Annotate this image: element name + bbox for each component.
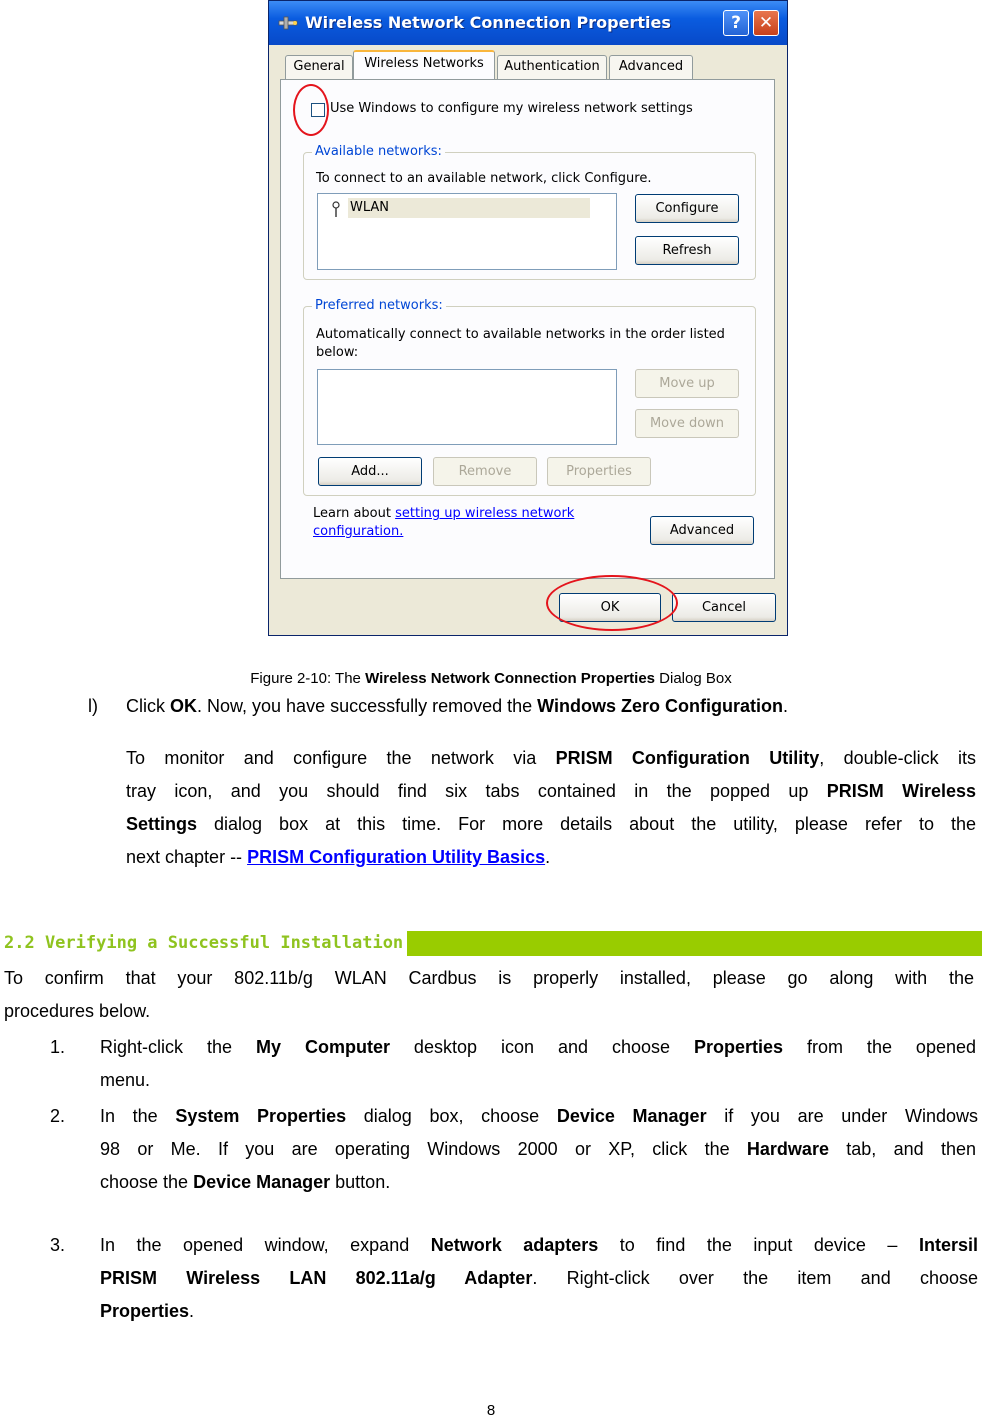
remove-button[interactable]: Remove xyxy=(433,457,537,486)
annotation-circle-checkbox xyxy=(293,84,329,136)
available-networks-group xyxy=(303,144,756,280)
intro-line2: procedures below. xyxy=(4,1001,151,1021)
monitor-para-line4: next chapter -- PRISM Configuration Utility Basics. xyxy=(126,847,551,867)
network-connection-icon xyxy=(278,14,300,32)
learn-about-line1 xyxy=(313,506,574,521)
step-3-number: 3. xyxy=(50,1235,66,1255)
step-3-line3: Properties. xyxy=(100,1301,195,1321)
preferred-networks-list[interactable] xyxy=(317,369,617,445)
step-l-text: Click OK. Now, you have successfully removed the Windows Zero Configuration. xyxy=(126,696,788,716)
monitor-para-line1: To monitor and configure the network via PRISM Configuration Utility, double-click its xyxy=(126,748,976,768)
step-2-number: 2. xyxy=(50,1106,66,1126)
cancel-button[interactable]: Cancel xyxy=(672,593,776,622)
monitor-para-line3: Settings dialog box at this time. For more details about the utility, please refer to the xyxy=(126,814,976,834)
step-2-line2: 98 or Me. If you are operating Windows 2000 or XP, click the Hardware tab, and then xyxy=(100,1139,976,1159)
step-1-line1: Right-click the My Computer desktop icon and choose Properties from the opened xyxy=(100,1037,976,1057)
move-down-button[interactable]: Move down xyxy=(635,409,739,438)
list-item[interactable]: WLAN xyxy=(348,198,590,218)
properties-button[interactable]: Properties xyxy=(547,457,651,486)
title-bar xyxy=(269,1,787,45)
step-3-line1: In the opened window, expand Network adapters to find the input device – Intersil xyxy=(100,1235,978,1255)
ok-button[interactable]: OK xyxy=(559,593,661,622)
learn-about-prefix: Learn about xyxy=(313,506,396,521)
wireless-networks-panel xyxy=(280,79,775,579)
learn-about-link-line2[interactable]: configuration. xyxy=(313,524,404,539)
preferred-instruction-line2: below: xyxy=(316,345,359,360)
close-button[interactable]: ✕ xyxy=(753,10,779,36)
learn-about-link[interactable]: setting up wireless network xyxy=(395,506,575,521)
wireless-properties-dialog xyxy=(268,0,788,636)
annotation-circle-ok xyxy=(546,575,678,631)
monitor-para-line2: tray icon, and you should find six tabs contained in the popped up PRISM Wireless xyxy=(126,781,976,801)
refresh-button[interactable]: Refresh xyxy=(635,236,739,265)
preferred-networks-group xyxy=(303,298,756,496)
tab-wireless-networks[interactable]: Wireless Networks xyxy=(353,50,495,79)
step-1-line2: menu. xyxy=(100,1070,151,1090)
section-title: 2.2 Verifying a Successful Installation xyxy=(0,931,407,956)
use-windows-label: Use Windows to configure my wireless network settings xyxy=(330,101,693,116)
step-2-line1: In the System Properties dialog box, choose Device Manager if you are under Windows xyxy=(100,1106,978,1126)
wireless-antenna-icon xyxy=(330,200,342,218)
available-networks-label: Available networks: xyxy=(312,144,445,159)
available-networks-list xyxy=(317,193,617,270)
step-1-number: 1. xyxy=(50,1037,66,1057)
preferred-instruction-line1: Automatically connect to available networks in the order listed xyxy=(316,327,725,342)
dialog-title: Wireless Network Connection Properties xyxy=(305,13,671,32)
advanced-button[interactable]: Advanced xyxy=(650,516,754,545)
preferred-networks-label: Preferred networks: xyxy=(312,298,446,313)
page-number: 8 xyxy=(486,1402,496,1419)
prism-basics-link[interactable]: PRISM Configuration Utility Basics xyxy=(247,847,546,867)
step-2-line3: choose the Device Manager button. xyxy=(100,1172,391,1192)
configure-button[interactable]: Configure xyxy=(635,194,739,223)
available-instruction: To connect to an available network, click Configure. xyxy=(316,171,652,186)
move-up-button[interactable]: Move up xyxy=(635,369,739,398)
intro-line1: To confirm that your 802.11b/g WLAN Cardbus is properly installed, please go along with the xyxy=(4,968,974,988)
help-button[interactable]: ? xyxy=(723,10,749,36)
tab-general[interactable]: General xyxy=(285,55,353,79)
add-button[interactable]: Add... xyxy=(318,457,422,486)
step-3-line2: PRISM Wireless LAN 802.11a/g Adapter. Right-click over the item and choose xyxy=(100,1268,979,1288)
tab-advanced[interactable]: Advanced xyxy=(609,55,693,79)
step-l-marker: l) xyxy=(88,696,98,716)
section-heading-bar xyxy=(0,931,982,956)
figure-caption: Figure 2-10: The Wireless Network Connection Properties Dialog Box xyxy=(250,670,732,687)
tab-authentication[interactable]: Authentication xyxy=(497,55,607,79)
